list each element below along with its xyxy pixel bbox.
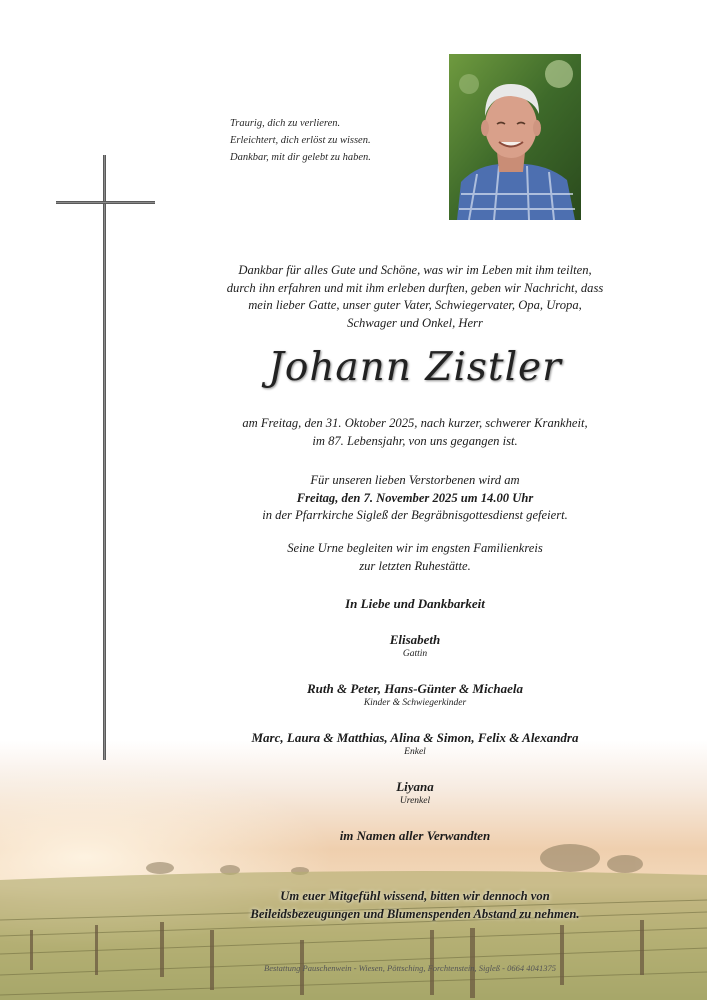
cross-horizontal-bar — [56, 201, 155, 204]
funeral-info — [180, 472, 650, 525]
signature-names: Elisabeth — [389, 632, 441, 647]
signature-names: Liyana — [396, 779, 434, 794]
intro-line: Schwager und Onkel, Herr — [347, 315, 483, 330]
signature-names: Ruth & Peter, Hans-Günter & Michaela — [307, 681, 523, 696]
death-notice — [180, 415, 650, 450]
poem-line: Traurig, dich zu verlieren. — [230, 118, 341, 129]
condolence-line: Um euer Mitgefühl wissend, bitten wir dennoch von — [280, 889, 550, 903]
death-line: am Freitag, den 31. Oktober 2025, nach kurzer, schwerer Krankheit, — [242, 416, 588, 430]
cross-vertical-bar — [103, 155, 106, 760]
funeral-date: Freitag, den 7. November 2025 um 14.00 Uhr — [296, 490, 534, 505]
intro-line: durch ihn erfahren und mit ihm erleben durften, geben wir Nachricht, dass — [226, 280, 604, 295]
intro-text — [180, 262, 650, 332]
funeral-line: Für unseren lieben Verstorbenen wird am — [310, 473, 520, 487]
signature-names: Marc, Laura & Matthias, Alina & Simon, Felix & Alexandra — [251, 730, 579, 745]
condolence-line: Beileidsbezeugungen und Blumenspenden Abstand zu nehmen. — [250, 906, 580, 921]
signature-role: Gattin — [402, 649, 428, 659]
deceased-name: Johann Zistler — [268, 345, 562, 390]
signature-role: Urenkel — [399, 796, 431, 806]
signature-group — [180, 730, 650, 757]
signature-group — [180, 779, 650, 806]
urn-line: zur letzten Ruhestätte. — [359, 558, 471, 573]
poem-line: Dankbar, mit dir gelebt zu haben. — [230, 152, 371, 163]
signatures-heading: In Liebe und Dankbarkeit — [345, 596, 485, 611]
urn-line: Seine Urne begleiten wir im engsten Familienkreis — [287, 541, 543, 555]
signature-group — [180, 681, 650, 708]
urn-info — [180, 540, 650, 575]
signature-group — [180, 632, 650, 659]
poem-line: Erleichtert, dich erlöst zu wissen. — [230, 135, 371, 146]
intro-line: Dankbar für alles Gute und Schöne, was wir im Leben mit ihm teilten, — [238, 263, 592, 277]
poem — [230, 115, 400, 166]
condolence-request — [180, 888, 650, 923]
signatures-closing: im Namen aller Verwandten — [339, 828, 491, 843]
death-line: im 87. Lebensjahr, von uns gegangen ist. — [312, 433, 518, 448]
funeral-line: in der Pfarrkirche Sigleß der Begräbnisgottesdienst gefeiert. — [262, 508, 568, 522]
intro-line: mein lieber Gatte, unser guter Vater, Schwiegervater, Opa, Uropa, — [248, 298, 582, 312]
undertaker-info: Bestattung Pauschenwein - Wiesen, Pöttsching, Forchtenstein, Sigleß - 0664 4041375 — [264, 963, 556, 973]
signature-role: Kinder & Schwiegerkinder — [363, 698, 467, 708]
portrait-photo — [449, 54, 581, 220]
signature-role: Enkel — [404, 747, 426, 757]
